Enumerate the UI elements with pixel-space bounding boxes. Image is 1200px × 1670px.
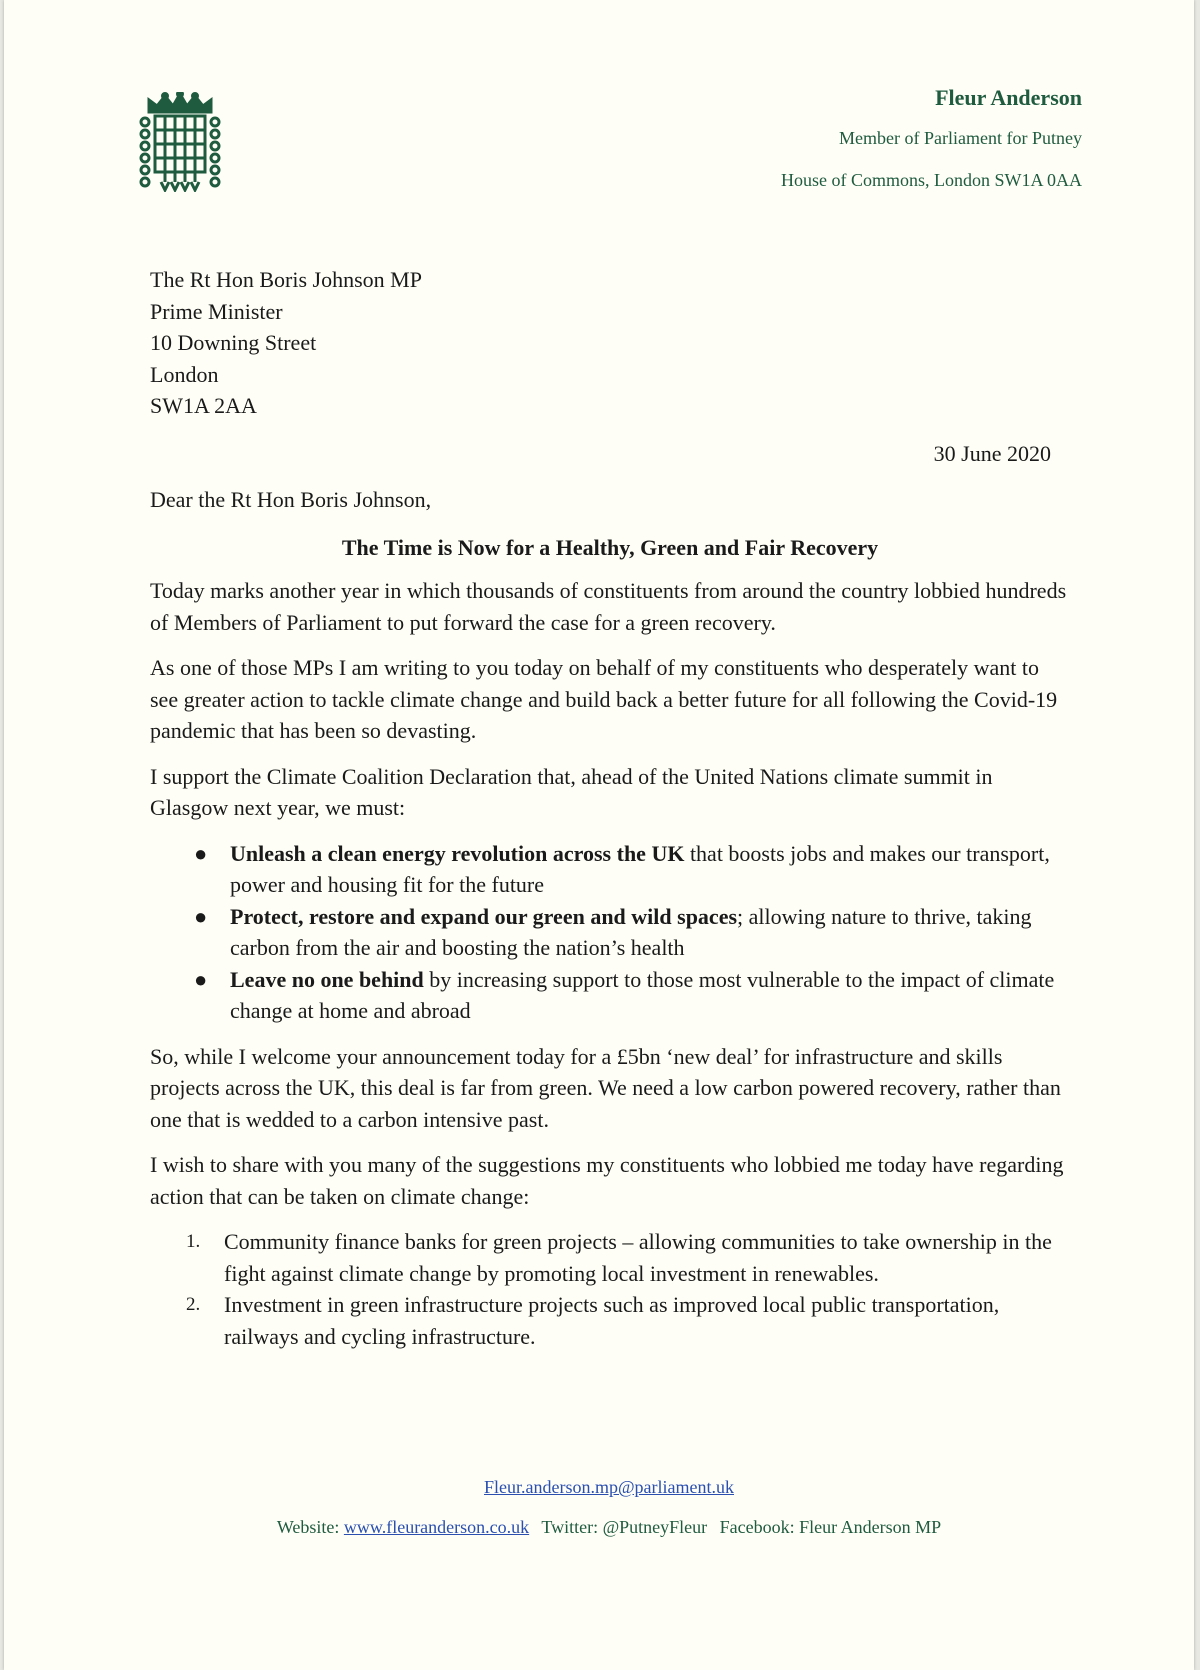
- suggestion-item: [150, 1226, 1070, 1289]
- suggestion-text: Investment in green infrastructure projects such as improved local public transportation, railways and cycling infrastructure.: [224, 1292, 1000, 1349]
- letter-page: [4, 0, 1194, 1670]
- declaration-item-text: by increasing support to those most vulnerable to the impact of climate change at home and abroad: [230, 966, 1055, 1023]
- declaration-item-bold: Leave no one behind: [230, 966, 424, 992]
- declaration-item: [150, 838, 1070, 901]
- facebook-page: Fleur Anderson MP: [799, 1517, 942, 1537]
- letter-subject: The Time is Now for a Healthy, Green and Fair Recovery: [341, 534, 879, 560]
- suggestion-item: [150, 1289, 1070, 1352]
- declaration-list: [150, 838, 1070, 1027]
- suggestions-list: [150, 1226, 1070, 1352]
- website-link[interactable]: www.fleuranderson.co.uk: [343, 1517, 530, 1537]
- facebook-label: Facebook:: [719, 1517, 795, 1537]
- sender-role: Member of Parliament for Putney: [839, 128, 1082, 148]
- twitter-handle: @PutneyFleur: [602, 1517, 708, 1537]
- paragraph: As one of those MPs I am writing to you today on behalf of my constituents who desperately want to see greater action to tackle climate change and build back a better future for all following the Covid-19 pandemic that has been so devasting.: [150, 655, 1058, 743]
- declaration-item-bold: Protect, restore and expand our green and wild spaces: [230, 903, 738, 929]
- suggestion-text: Community finance banks for green projects – allowing communities to take ownership in the fight against climate change by promoting local investment in renewables.: [224, 1229, 1052, 1286]
- recipient-address: [150, 264, 422, 422]
- declaration-item-text: that boosts jobs and makes our transport, power and housing fit for the future: [230, 840, 1050, 897]
- bullet-icon: ●: [194, 966, 208, 992]
- declaration-item: [150, 901, 1070, 964]
- suggestion-number: 1.: [186, 1231, 201, 1252]
- recipient-line: The Rt Hon Boris Johnson MP: [150, 267, 422, 292]
- bullet-icon: ●: [194, 840, 208, 866]
- letter-date: 30 June 2020: [933, 441, 1051, 466]
- declaration-item: [150, 964, 1070, 1027]
- paragraph: Today marks another year in which thousands of constituents from around the country lobbied hundreds of Members of Parliament to put forward the case for a green recovery.: [150, 578, 1067, 635]
- footer-contact-row: [14, 1517, 1200, 1538]
- sender-address: House of Commons, London SW1A 0AA: [781, 170, 1082, 190]
- recipient-line: Prime Minister: [150, 298, 283, 324]
- website-label: Website:: [276, 1517, 340, 1537]
- paragraph: I wish to share with you many of the suggestions my constituents who lobbied me today have regarding action that can be taken on climate change:: [150, 1152, 1064, 1209]
- sender-name: Fleur Anderson: [935, 85, 1082, 110]
- letter-body: [150, 484, 1070, 1352]
- recipient-line: SW1A 2AA: [150, 393, 257, 418]
- bullet-icon: ●: [194, 903, 208, 929]
- recipient-line: London: [150, 361, 219, 387]
- twitter-label: Twitter:: [541, 1517, 599, 1537]
- paragraph: I support the Climate Coalition Declaration that, ahead of the United Nations climate summit in Glasgow next year, we must:: [150, 763, 993, 820]
- letterhead: [781, 84, 1082, 192]
- salutation: Dear the Rt Hon Boris Johnson,: [150, 487, 432, 512]
- paragraph: So, while I welcome your announcement today for a £5bn ‘new deal’ for infrastructure and skills projects across the UK, this deal is far from green. We need a low carbon powered recovery, rather than one that is wedded to a carbon intensive past.: [150, 1043, 1061, 1132]
- declaration-item-text: ; allowing nature to thrive, taking carbon from the air and boosting the nation’s health: [230, 903, 1032, 960]
- suggestion-number: 2.: [186, 1294, 201, 1315]
- recipient-line: 10 Downing Street: [150, 330, 317, 355]
- portcullis-crest-icon: [137, 92, 223, 192]
- email-link[interactable]: Fleur.anderson.mp@parliament.uk: [483, 1477, 735, 1497]
- footer-email-row: [14, 1477, 1200, 1498]
- declaration-item-bold: Unleash a clean energy revolution across the UK: [230, 840, 685, 866]
